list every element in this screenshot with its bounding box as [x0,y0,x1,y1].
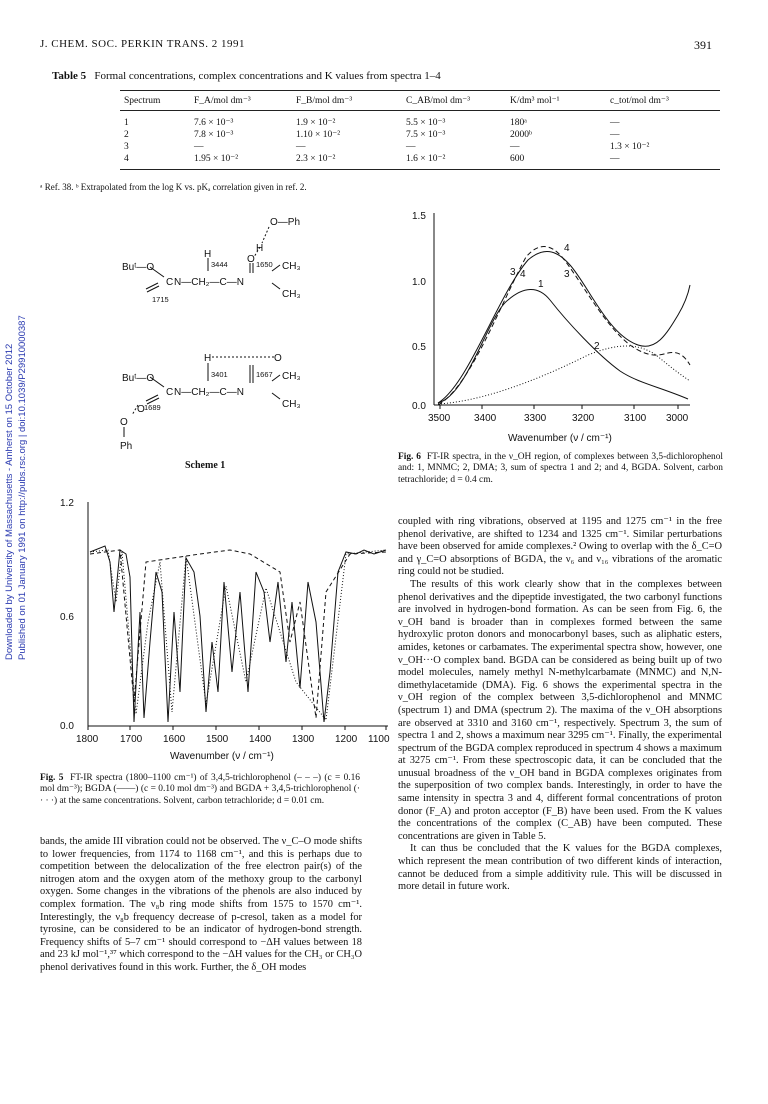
fig5-caption [40,773,360,807]
hbond-dotted-line [262,227,269,243]
table-cell: 5.5 × 10⁻³ [406,118,446,128]
table-cell: 7.5 × 10⁻³ [406,130,446,140]
body-text-left [40,836,362,975]
scheme-atom-label: C [166,387,174,398]
table-header-cell: C_AB/mol dm⁻³ [402,91,506,111]
table-cell: 600 [506,153,606,170]
fig5-x-tick-label: 1800 [76,734,99,745]
fig6-caption-text: FT-IR spectra, in the ν_OH region, of complexes between 3,5-dichlorophenol and: 1, MNMC; 2, DMA; 3, sum of spectra 1 and 2; and 4, BGDA. Solvent, carbon tetrachloride; d = 0.4 cm. [398,452,723,485]
table-cell: — [606,153,720,170]
bond-line [146,283,158,289]
scheme-atom-label: C [166,277,174,288]
fig5-x-tick-label: 1700 [120,734,143,745]
fig6-x-tick-label: 3000 [666,413,689,424]
scheme-atom-label: CH₃ [282,371,301,382]
scheme-atom-label: N—CH₂—C—N [174,387,244,398]
scheme-frequency-label: 1667 [256,370,273,379]
fig6-curve-1 [438,289,688,403]
table-header-cell: c_tot/mol dm⁻³ [606,91,720,111]
table-caption [52,70,441,82]
scheme-atom-label: CH₃ [282,261,301,272]
table-cell: 1.9 × 10⁻² [296,118,336,128]
scheme-atom-label: O [247,254,255,265]
scheme-frequency-label: 1650 [256,260,273,269]
fig6-caption [398,452,723,486]
table-header-cell: F_B/mol dm⁻³ [292,91,402,111]
fig5-x-tick-label: 1400 [249,734,272,745]
table-row [120,129,720,141]
table-cell: — [406,142,416,152]
scheme-frequency-label: 3444 [211,260,228,269]
fig6-y-tick-label: 1.0 [412,277,426,288]
table-cell: 4 [120,153,190,170]
scheme-atom-label: Buᵗ—O [122,262,155,273]
bond-line [272,375,280,381]
table-cell: 1.10 × 10⁻² [296,130,341,140]
table-header-row [120,91,720,111]
fig6-curve-label: 3 [564,269,570,280]
table-footnote: ᵃ Ref. 38. ᵇ Extrapolated from the log K vs. pKₐ correlation given in ref. 2. [40,182,307,192]
table-cell: 7.8 × 10⁻³ [194,130,234,140]
fig5-x-tick-label: 1600 [163,734,186,745]
fig6-curve-label: 4 [520,269,526,280]
fig6-x-tick-label: 3300 [524,413,547,424]
fig6-curve-label: 2 [594,341,600,352]
table-cell: — [296,142,306,152]
bond-line [272,393,280,399]
fig6-x-tick-label: 3100 [624,413,647,424]
fig5-x-tick-label: 1500 [206,734,229,745]
fig5-y-tick-label: 0.0 [60,721,74,732]
fig5-y-tick-label: 0.6 [60,612,74,623]
fig5-curve-mixture [90,550,386,720]
scheme-atom-label: Buᵗ—O [122,373,155,384]
scheme-label: Scheme 1 [185,460,226,471]
fig6-y-tick-label: 0.0 [412,401,426,412]
bond-line [146,395,158,401]
fig6-curve-label: 3 [510,267,516,278]
fig5-x-tick-label: 1200 [335,734,358,745]
paragraph: It can thus be concluded that the K values for the BGDA complexes, which represent the mean contribution of two different kinds of interaction, cannot be deduced from a simple additivity rule. This will be discussed in more detail in future work. [398,843,722,893]
scheme-atom-label: N—CH₂—C—N [174,277,244,288]
scheme-atom-label: O [120,417,128,428]
body-text-right [398,516,722,894]
fig6-caption-label: Fig. 6 [398,452,421,462]
table-cell: 1.3 × 10⁻² [610,142,650,152]
table-cell: 2 [124,130,129,140]
fig6-x-tick-label: 3200 [572,413,595,424]
download-watermark [4,300,28,660]
fig5-x-axis-label: Wavenumber (ν / cm⁻¹) [170,751,274,762]
scheme-atom-label: H [256,243,264,254]
scheme-atom-label: O—Ph [270,217,301,228]
paragraph: coupled with ring vibrations, observed at 1195 and 1275 cm⁻¹ in the free phenol derivative, are shifted to 1234 and 1325 cm⁻¹. Similar perturbations have been observed for amide complexes.² Owing to overlap with the δ_C=O and γ_C=O absorptions of BGDA, the ν₆ and ν₁₆ vibrations of the aromatic ring could not be studied. [398,516,722,578]
table-header-cell: F_A/mol dm⁻³ [190,91,292,111]
table-header-cell: K/dm³ mol⁻¹ [506,91,606,111]
table-header-cell: Spectrum [120,91,190,111]
table-cell: — [610,130,620,140]
bond-line [272,283,280,289]
page-number: 391 [694,38,712,52]
bond-line [272,265,280,271]
watermark-line-1: Downloaded by University of Massachusetts - Amherst on 15 October 2012 [4,343,15,660]
fig5-x-tick-label: 1100 [368,734,390,745]
fig6-x-tick-label: 3500 [428,413,451,424]
table-cell: 7.6 × 10⁻³ [194,118,234,128]
table-row [120,111,720,130]
table-cell: 3 [124,142,129,152]
table-cell: — [510,142,520,152]
scheme-atom-label: CH₃ [282,399,301,410]
paragraph: bands, the amide III vibration could not be observed. The ν_C–O mode shifts to lower frequencies, from 1174 to 1168 cm⁻¹, and this is perhaps due to competition between the delocalization of the free electron pair(s) of the nitrogen atom and the oxygen atom of the methoxy group to the carbonyl oxygen. Some changes in the vibrations of the phenols are also induced by complex formation. The ν₈b ring mode shifts from 1575 to 1570 cm⁻¹. Interestingly, the ν₈b frequency decrease of p-cresol, taken as a model for tyrosine, can be considered to be an indicator of hydrogen-bond strength. Frequency shifts of 5–7 cm⁻¹ should correspond to −ΔH values between 18 and 23 kJ mol⁻¹,³⁷ which correspond to the −ΔH values for the CH₃ or CH₃O phenol derivatives found in this work. Further, the δ_OH modes [40,836,362,973]
table-cell: 180ᵃ [510,118,527,128]
paragraph: The results of this work clearly show that in the complexes between phenol derivatives and the dipeptide investigated, the two carbonyl functions are involved in hydrogen-bond formation. As can be seen from Fig. 6, the ν_OH band is broader than in complexes formed between the same hydroxylic proton donors and monocarbonyl bases, such as aliphatic esters, amides, ketones or carbamates. The experimental spectra show, however, one ν_OH···O complex band. BGDA can be considered as being built up of two model molecules, namely methyl N-methylcarbamate (MNMC) and N,N-dimethylacetamide (DMA). Fig. 6 shows the experimental spectra in the ν_OH region of the complex between 3,5-dichlorophenol and MNMC (spectrum 1) and DMA (spectrum 2). The maxima of the ν_OH absorptions are observed at 3310 and 3160 cm⁻¹, respectively. Spectrum 3, the sum of spectra 1 and 2, shows a maximum near 3295 cm⁻¹. Finally, the experimental spectrum of the BGDA complex reproduced in spectrum 4 shows a maximum at 3275 cm⁻¹. From these spectroscopic data, it can be concluded that the unusual broadness of the ν_OH band in BGDA complexes originates from the superposition of two complex bands. Interestingly, in order to have the same intensity in spectra 3 and 4, different formal concentrations of proton donor (F_A) and proton acceptor (F_B) have been used. From the K values the concentrations of the complex (C_AB) have been computed. These concentrations are given in Table 5. [398,578,722,842]
fig6-x-axis-label: Wavenumber (ν / cm⁻¹) [508,433,612,444]
fig6-x-tick-label: 3400 [474,413,497,424]
fig6-y-tick-label: 1.5 [412,211,426,222]
bond-line [147,286,159,292]
fig5-caption-label: Fig. 5 [40,773,64,783]
table-cell: — [194,142,204,152]
scheme-atom-label: O [137,404,145,415]
watermark-line-2: Published on 01 January 1991 on http://pubs.rsc.org | doi:10.1039/P29910000387 [17,315,28,660]
table-cell: 1 [124,118,129,128]
table-cell: 1.95 × 10⁻² [190,153,292,170]
scheme-atom-label: H [204,353,212,364]
fig5-x-tick-label: 1300 [292,734,315,745]
scheme-1-structures [84,205,374,455]
fig6-curve-label: 4 [564,243,570,254]
fig6-curve-label: 1 [538,279,544,290]
table-label: Table 5 [52,70,87,82]
scheme-frequency-label: 1689 [144,403,161,412]
scheme-frequency-label: 3401 [211,370,228,379]
table-caption-text: Formal concentrations, complex concentrations and K values from spectra 1–4 [94,70,441,82]
table-cell: 1.6 × 10⁻² [402,153,506,170]
table-5 [120,90,720,170]
table-cell: 2.3 × 10⁻² [292,153,402,170]
fig5-spectrum [50,492,390,764]
fig6-spectrum [398,205,700,445]
scheme-atom-label: CH₃ [282,289,301,300]
table-row [120,153,720,170]
fig5-y-tick-label: 1.2 [60,498,74,509]
table-cell: 2000ᵇ [510,130,532,140]
fig6-y-tick-label: 0.5 [412,342,426,353]
table-cell: — [610,118,620,128]
scheme-atom-label: H [204,249,212,260]
running-header: J. CHEM. SOC. PERKIN TRANS. 2 1991 [40,38,246,50]
scheme-atom-label: O [274,353,282,364]
fig5-curve-phenol [90,550,386,718]
scheme-atom-label: Ph [120,441,133,452]
fig5-caption-text: FT-IR spectra (1800–1100 cm⁻¹) of 3,4,5-trichlorophenol (– – –) (c = 0.16 mol dm⁻³); BGDA (——) (c = 0.10 mol dm⁻³) and BGDA + 3,4,5-trichlorophenol (· · · ·) at the same concentrations. Solvent, carbon tetrachloride; d = 0.01 cm. [40,773,360,806]
table-row [120,141,720,153]
scheme-frequency-label: 1715 [152,295,169,304]
